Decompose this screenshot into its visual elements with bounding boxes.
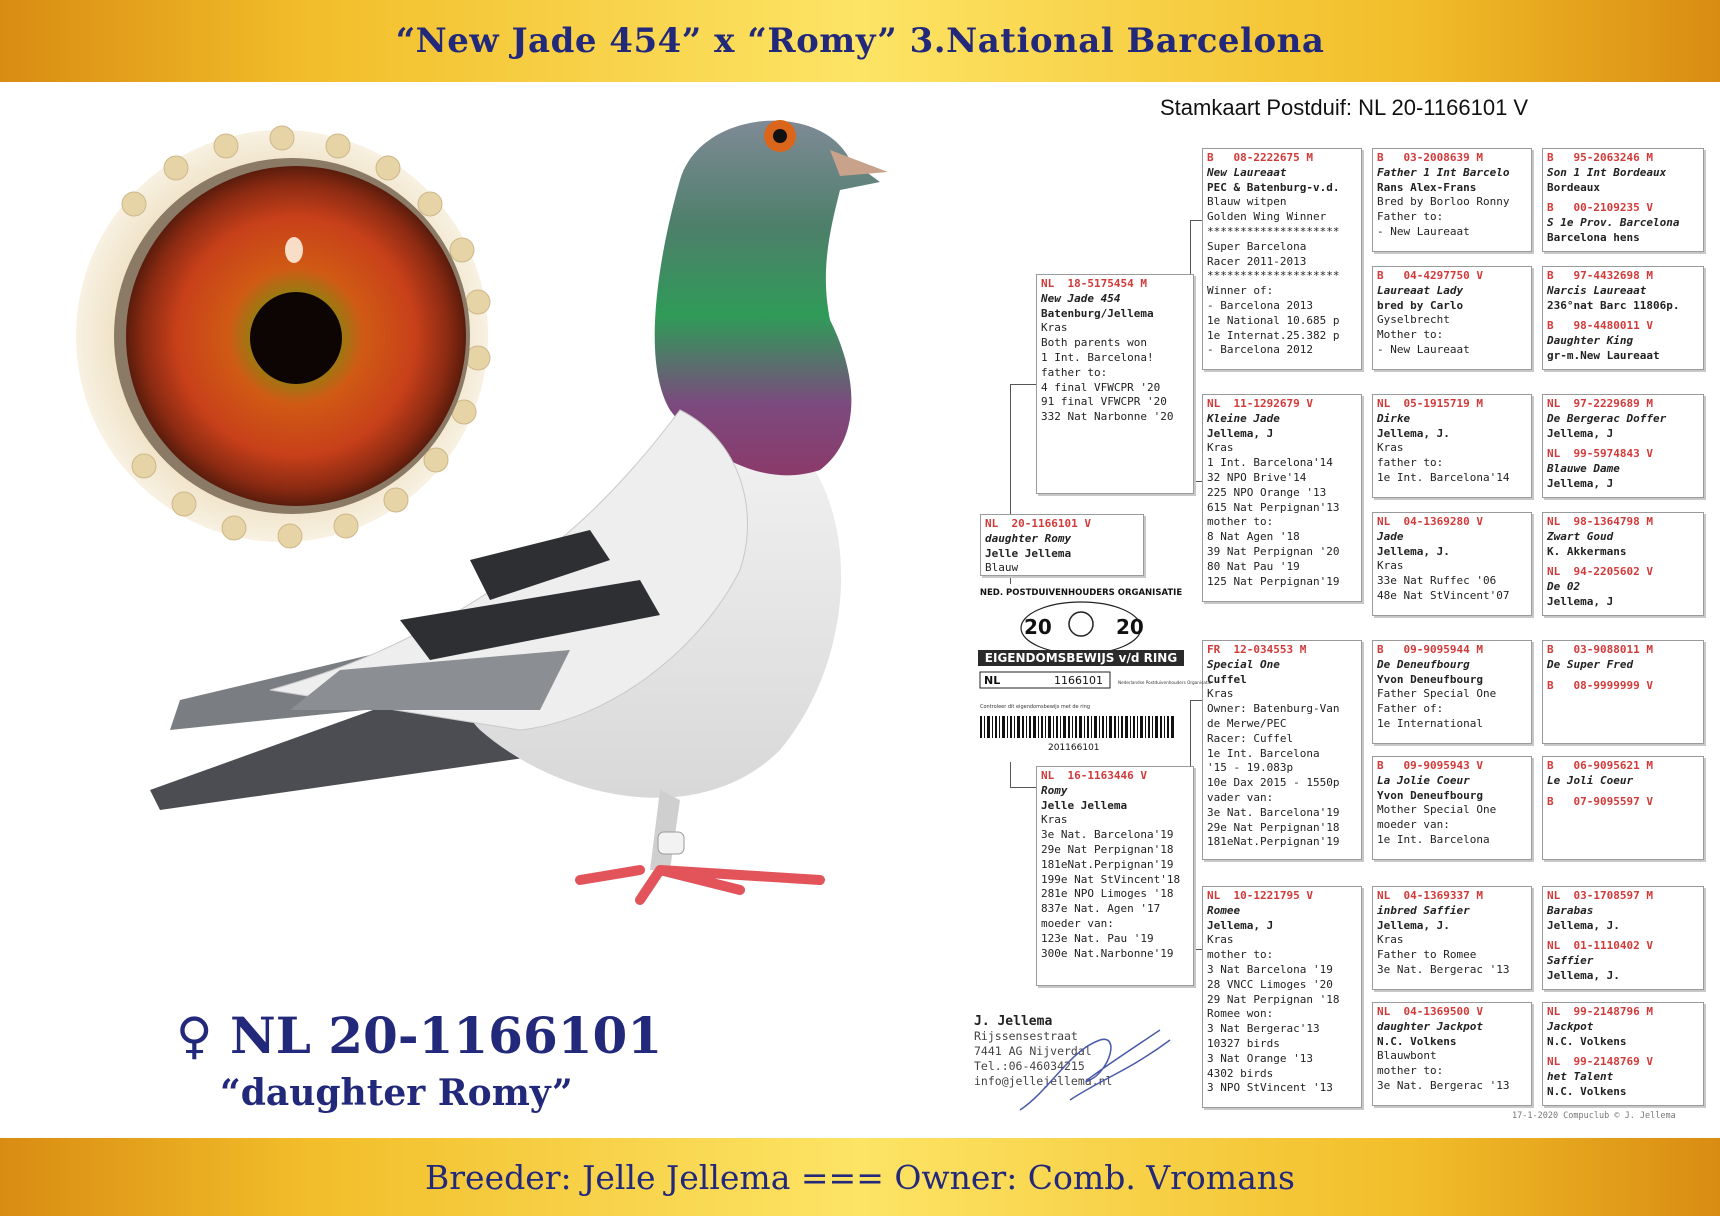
seal-small-text: Controleer dit eigendomsbewijs met de ring: [980, 704, 1091, 710]
sdd-card: NL 04-1369280 V Jade Jellema, J. Kras 33e Nat Ruffec '06 48e Nat StVincent'07: [1372, 512, 1532, 616]
subject-card: NL 20-1166101 V daughter Romy Jelle Jellema Blauw: [980, 514, 1144, 576]
seal-country: NL: [984, 674, 1001, 687]
seal-side-text: Nederlandse Postduivenhouders Organisatie: [1118, 680, 1212, 685]
print-footer: 17-1-2020 Compuclub © J. Jellema: [1512, 1111, 1676, 1121]
header-band: [0, 0, 1720, 82]
ddd-card: NL 04-1369500 V daughter Jackpot N.C. Volkens Blauwbont mother to: 3e Nat. Bergerac '13: [1372, 1002, 1532, 1106]
female-symbol: ♀: [176, 1006, 213, 1065]
breeder-address-block: J. Jellema Rijssensestraat 7441 AG Nijverdal Tel.:06-46034215 info@jellejellema.nl: [974, 1014, 1113, 1088]
g4-card-7: NL 03-1708597 M Barabas Jellema, J. NL 01-1110402 V Saffier Jellema, J.: [1542, 886, 1704, 990]
g4-card-4: NL 98-1364798 M Zwart Goud K. Akkermans NL 94-2205602 V De 02 Jellema, J: [1542, 512, 1704, 616]
nickname: “daughter Romy”: [220, 1072, 573, 1114]
page-title: “New Jade 454” x “Romy” 3.National Barcelona: [395, 21, 1325, 61]
g4-card-6: B 06-9095621 M Le Joli Coeur B 07-9095597 V: [1542, 756, 1704, 860]
sire-sire-card: B 08-2222675 M New Laureaat PEC & Batenburg-v.d. Blauw witpen Golden Wing Winner ******************** Super Barcelona Racer 2011-2013 ******************** Winner of: - Barcelona 2013 1e National 10.685 p 1e Internat.25.382 p - Barcelona 2012: [1202, 148, 1362, 370]
dam-dam-card: NL 10-1221795 V Romee Jellema, J Kras mother to: 3 Nat Barcelona '19 28 VNCC Limoges '20 29 Nat Perpignan '18 Romee won: 3 Nat Bergerac'13 10327 birds 3 Nat Orange '13 4302 birds 3 NPO StVincent '13: [1202, 886, 1362, 1108]
seal-org: NED. POSTDUIVENHOUDERS ORGANISATIE: [979, 588, 1183, 598]
ring-number: NL 20-1166101: [229, 1006, 663, 1065]
sds-card: NL 05-1915719 M Dirke Jellema, J. Kras father to: 1e Int. Barcelona'14: [1372, 394, 1532, 498]
sire-dam-card: NL 11-1292679 V Kleine Jade Jellema, J Kras 1 Int. Barcelona'14 32 NPO Brive'14 225 NPO Orange '13 615 Nat Perpignan'13 mother to: 8 Nat Agen '18 39 Nat Perpignan '20 80 Nat Pau '19 125 Nat Perpignan'19: [1202, 394, 1362, 602]
breeder-owner-text: Breeder: Jelle Jellema === Owner: Comb. Vromans: [425, 1157, 1295, 1197]
seal-title: EIGENDOMSBEWIJS v/d RING: [984, 651, 1178, 665]
dam-sire-card: FR 12-034553 M Special One Cuffel Kras Owner: Batenburg-Van de Merwe/PEC Racer: Cuffel 1e Int. Barcelona '15 - 19.083p 10e Dax 2015 - 1550p vader van: 3e Nat. Barcelona'19 29e Nat Perpignan'18 181eNat.Perpignan'19: [1202, 640, 1362, 860]
g4-card-2: B 97-4432698 M Narcis Laureaat 236°nat Barc 11806p. B 98-4480011 V Daughter King gr-m.New Laureaat: [1542, 266, 1704, 370]
ssd-card: B 04-4297750 V Laureaat Lady bred by Carlo Gyselbrecht Mother to: - New Laureaat: [1372, 266, 1532, 370]
g4-card-3: NL 97-2229689 M De Bergerac Doffer Jellema, J NL 99-5974843 V Blauwe Dame Jellema, J: [1542, 394, 1704, 498]
dam-card: NL 16-1163446 V Romy Jelle Jellema Kras 3e Nat. Barcelona'19 29e Nat Perpignan'18 181eNat.Perpignan'19 199e Nat StVincent'18 281e NPO Limoges '18 837e Nat. Agen '17 moeder van: 123e Nat. Pau '19 300e Nat.Narbonne'19: [1036, 766, 1194, 986]
ring-number-title: [176, 1006, 662, 1065]
signature-icon: [1010, 1010, 1180, 1120]
seal-year-left: 20: [1024, 615, 1052, 639]
dds-card: NL 04-1369337 M inbred Saffier Jellema, J. Kras Father to Romee 3e Nat. Bergerac '13: [1372, 886, 1532, 990]
g4-card-8: NL 99-2148796 M Jackpot N.C. Volkens NL 99-2148769 V het Talent N.C. Volkens: [1542, 1002, 1704, 1106]
footer-band: [0, 1138, 1720, 1216]
pedigree-card-title: Stamkaart Postduif: NL 20-1166101 V: [1160, 95, 1529, 120]
sire-card: NL 18-5175454 M New Jade 454 Batenburg/Jellema Kras Both parents won 1 Int. Barcelona! father to: 4 final VFWCPR '20 91 final VFWCPR '20 332 Nat Narbonne '20: [1036, 274, 1194, 494]
seal-year-right: 20: [1116, 615, 1144, 639]
ownership-certificate-seal: [978, 584, 1212, 762]
barcode-number: 201166101: [1048, 743, 1100, 753]
dsd-card: B 09-9095943 V La Jolie Coeur Yvon Deneufbourg Mother Special One moeder van: 1e Int. Barcelona: [1372, 756, 1532, 860]
g4-card-5: B 03-9088011 M De Super Fred B 08-9999999 V: [1542, 640, 1704, 744]
card-ring: NL 20-1166101 V: [985, 517, 1091, 530]
pigeon-image: [140, 110, 980, 1010]
sss-card: B 03-2008639 M Father 1 Int Barcelo Rans Alex-Frans Bred by Borloo Ronny Father to: - New Laureaat: [1372, 148, 1532, 252]
seal-ring-no: 1166101: [1054, 674, 1103, 687]
g4-card-1: B 95-2063246 M Son 1 Int Bordeaux Bordeaux B 00-2109235 V S 1e Prov. Barcelona Barcelona hens: [1542, 148, 1704, 252]
card-name: daughter Romy: [985, 531, 1072, 545]
dss-card: B 09-9095944 M De Deneufbourg Yvon Deneufbourg Father Special One Father of: 1e International: [1372, 640, 1532, 744]
breeder-name: J. Jellema: [974, 1014, 1053, 1029]
